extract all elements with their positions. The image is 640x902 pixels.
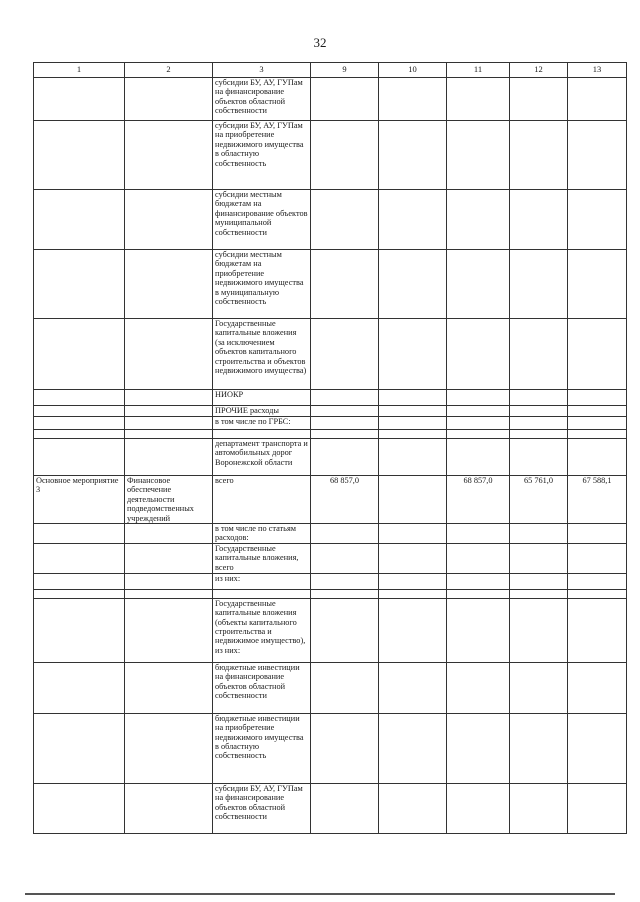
value-c10 bbox=[379, 589, 447, 598]
table-row bbox=[34, 121, 627, 190]
expense-label: субсидии БУ, АУ, ГУПам на финансирование объектов областной собственности bbox=[213, 78, 311, 121]
table-row bbox=[34, 662, 627, 713]
expense-label: Государственные капитальные вложения (за исключением объектов капитального строительства и объектов недвижимого имущества) bbox=[213, 319, 311, 390]
cell-col-1 bbox=[34, 598, 125, 662]
cell-col-1 bbox=[34, 783, 125, 833]
cell-col-2 bbox=[125, 78, 213, 121]
value-c9 bbox=[311, 598, 379, 662]
value-c11 bbox=[447, 319, 510, 390]
expense-label bbox=[213, 430, 311, 439]
value-c13 bbox=[568, 713, 627, 783]
cell-col-1 bbox=[34, 250, 125, 319]
value-c10 bbox=[379, 406, 447, 417]
value-c13 bbox=[568, 417, 627, 430]
header-col-13: 13 bbox=[568, 63, 627, 78]
cell-col-2 bbox=[125, 662, 213, 713]
expense-label: всего bbox=[213, 476, 311, 524]
value-c10 bbox=[379, 524, 447, 544]
value-c9 bbox=[311, 250, 379, 319]
cell-col-2 bbox=[125, 589, 213, 598]
value-c13 bbox=[568, 662, 627, 713]
value-c10 bbox=[379, 598, 447, 662]
cell-col-1 bbox=[34, 589, 125, 598]
table-row bbox=[34, 589, 627, 598]
value-c13 bbox=[568, 121, 627, 190]
cell-col-1 bbox=[34, 543, 125, 573]
cell-col-1 bbox=[34, 78, 125, 121]
table-row bbox=[34, 713, 627, 783]
expense-label: Государственные капитальные вложения (объекты капитального строительства и недвижимое имущество), из них: bbox=[213, 598, 311, 662]
value-c12 bbox=[510, 598, 568, 662]
cell-col-2 bbox=[125, 430, 213, 439]
value-c13: 67 588,1 bbox=[568, 476, 627, 524]
value-c13 bbox=[568, 78, 627, 121]
table-row bbox=[34, 406, 627, 417]
cell-col-2 bbox=[125, 713, 213, 783]
table-row bbox=[34, 476, 627, 524]
table-row bbox=[34, 190, 627, 250]
cell-col-2 bbox=[125, 121, 213, 190]
value-c11 bbox=[447, 589, 510, 598]
value-c12 bbox=[510, 713, 568, 783]
cell-col-1 bbox=[34, 439, 125, 476]
value-c11 bbox=[447, 250, 510, 319]
header-row bbox=[34, 63, 627, 78]
value-c9: 68 857,0 bbox=[311, 476, 379, 524]
value-c10 bbox=[379, 430, 447, 439]
expense-label: департамент транспорта и автомобильных дорог Воронежской области bbox=[213, 439, 311, 476]
expense-label: субсидии местным бюджетам на приобретение недвижимого имущества в муниципальную собственность bbox=[213, 250, 311, 319]
cell-col-1 bbox=[34, 417, 125, 430]
value-c10 bbox=[379, 439, 447, 476]
table-row bbox=[34, 390, 627, 406]
value-c13 bbox=[568, 573, 627, 589]
value-c10 bbox=[379, 121, 447, 190]
cell-col-2 bbox=[125, 417, 213, 430]
measure-description: Финансовое обеспечение деятельности подведомственных учреждений bbox=[125, 476, 213, 524]
table-row bbox=[34, 573, 627, 589]
cell-col-2 bbox=[125, 406, 213, 417]
value-c9 bbox=[311, 78, 379, 121]
value-c10 bbox=[379, 573, 447, 589]
cell-col-1 bbox=[34, 573, 125, 589]
table-row bbox=[34, 783, 627, 833]
value-c12 bbox=[510, 573, 568, 589]
cell-col-1 bbox=[34, 406, 125, 417]
value-c11 bbox=[447, 783, 510, 833]
expense-label: бюджетные инвестиции на приобретение недвижимого имущества в областную собственность bbox=[213, 713, 311, 783]
cell-col-2 bbox=[125, 439, 213, 476]
cell-col-1 bbox=[34, 713, 125, 783]
value-c11 bbox=[447, 406, 510, 417]
table-row bbox=[34, 439, 627, 476]
cell-col-1 bbox=[34, 662, 125, 713]
value-c13 bbox=[568, 783, 627, 833]
value-c11: 68 857,0 bbox=[447, 476, 510, 524]
value-c13 bbox=[568, 589, 627, 598]
value-c10 bbox=[379, 713, 447, 783]
value-c12 bbox=[510, 662, 568, 713]
header-col-1: 1 bbox=[34, 63, 125, 78]
cell-col-1 bbox=[34, 121, 125, 190]
table-row bbox=[34, 319, 627, 390]
expense-label: в том числе по статьям расходов: bbox=[213, 524, 311, 544]
value-c12 bbox=[510, 417, 568, 430]
value-c9 bbox=[311, 662, 379, 713]
value-c13 bbox=[568, 543, 627, 573]
value-c9 bbox=[311, 543, 379, 573]
page-number: 32 bbox=[313, 35, 327, 50]
expense-label: субсидии БУ, АУ, ГУПам на приобретение недвижимого имущества в областную собственность bbox=[213, 121, 311, 190]
value-c9 bbox=[311, 783, 379, 833]
value-c11 bbox=[447, 439, 510, 476]
value-c13 bbox=[568, 250, 627, 319]
expense-label: Государственные капитальные вложения, всего bbox=[213, 543, 311, 573]
measure-name: Основное мероприятие 3 bbox=[34, 476, 125, 524]
value-c13 bbox=[568, 190, 627, 250]
expense-label: из них: bbox=[213, 573, 311, 589]
value-c12: 65 761,0 bbox=[510, 476, 568, 524]
cell-col-1 bbox=[34, 430, 125, 439]
expense-label: ПРОЧИЕ расходы bbox=[213, 406, 311, 417]
value-c9 bbox=[311, 430, 379, 439]
table-row bbox=[34, 250, 627, 319]
cell-col-1 bbox=[34, 319, 125, 390]
cell-col-2 bbox=[125, 543, 213, 573]
table-row bbox=[34, 78, 627, 121]
value-c11 bbox=[447, 543, 510, 573]
cell-col-2 bbox=[125, 250, 213, 319]
value-c9 bbox=[311, 406, 379, 417]
value-c12 bbox=[510, 430, 568, 439]
value-c9 bbox=[311, 190, 379, 250]
value-c9 bbox=[311, 713, 379, 783]
value-c11 bbox=[447, 662, 510, 713]
table-row bbox=[34, 417, 627, 430]
value-c13 bbox=[568, 430, 627, 439]
cell-col-2 bbox=[125, 524, 213, 544]
table-row bbox=[34, 430, 627, 439]
value-c12 bbox=[510, 524, 568, 544]
value-c13 bbox=[568, 439, 627, 476]
header-col-2: 2 bbox=[125, 63, 213, 78]
value-c9 bbox=[311, 390, 379, 406]
value-c10 bbox=[379, 417, 447, 430]
value-c10 bbox=[379, 662, 447, 713]
value-c12 bbox=[510, 406, 568, 417]
value-c13 bbox=[568, 406, 627, 417]
value-c13 bbox=[568, 524, 627, 544]
cell-col-2 bbox=[125, 319, 213, 390]
expense-label: в том числе по ГРБС: bbox=[213, 417, 311, 430]
value-c11 bbox=[447, 417, 510, 430]
value-c9 bbox=[311, 121, 379, 190]
cell-col-1 bbox=[34, 190, 125, 250]
expense-label bbox=[213, 589, 311, 598]
value-c12 bbox=[510, 190, 568, 250]
expense-label: субсидии местным бюджетам на финансирование объектов муниципальной собственности bbox=[213, 190, 311, 250]
cell-col-2 bbox=[125, 390, 213, 406]
header-col-11: 11 bbox=[447, 63, 510, 78]
value-c10 bbox=[379, 250, 447, 319]
header-col-9: 9 bbox=[311, 63, 379, 78]
value-c12 bbox=[510, 543, 568, 573]
cell-col-2 bbox=[125, 573, 213, 589]
value-c9 bbox=[311, 417, 379, 430]
value-c11 bbox=[447, 573, 510, 589]
budget-table bbox=[33, 62, 627, 834]
value-c11 bbox=[447, 713, 510, 783]
expense-label: бюджетные инвестиции на финансирование объектов областной собственности bbox=[213, 662, 311, 713]
value-c10 bbox=[379, 543, 447, 573]
value-c9 bbox=[311, 524, 379, 544]
value-c12 bbox=[510, 121, 568, 190]
value-c9 bbox=[311, 573, 379, 589]
value-c11 bbox=[447, 121, 510, 190]
value-c12 bbox=[510, 439, 568, 476]
value-c11 bbox=[447, 78, 510, 121]
value-c10 bbox=[379, 190, 447, 250]
value-c11 bbox=[447, 598, 510, 662]
value-c12 bbox=[510, 390, 568, 406]
value-c9 bbox=[311, 589, 379, 598]
value-c11 bbox=[447, 390, 510, 406]
value-c10 bbox=[379, 783, 447, 833]
cell-col-2 bbox=[125, 598, 213, 662]
value-c12 bbox=[510, 250, 568, 319]
value-c10 bbox=[379, 476, 447, 524]
value-c13 bbox=[568, 319, 627, 390]
value-c11 bbox=[447, 430, 510, 439]
value-c11 bbox=[447, 190, 510, 250]
value-c11 bbox=[447, 524, 510, 544]
header-col-10: 10 bbox=[379, 63, 447, 78]
value-c10 bbox=[379, 78, 447, 121]
value-c9 bbox=[311, 319, 379, 390]
expense-label: НИОКР bbox=[213, 390, 311, 406]
table-row bbox=[34, 524, 627, 544]
value-c12 bbox=[510, 783, 568, 833]
value-c12 bbox=[510, 319, 568, 390]
cell-col-2 bbox=[125, 190, 213, 250]
value-c10 bbox=[379, 319, 447, 390]
cell-col-2 bbox=[125, 783, 213, 833]
header-col-3: 3 bbox=[213, 63, 311, 78]
header-col-12: 12 bbox=[510, 63, 568, 78]
cell-col-1 bbox=[34, 390, 125, 406]
value-c13 bbox=[568, 390, 627, 406]
table-row bbox=[34, 598, 627, 662]
value-c13 bbox=[568, 598, 627, 662]
value-c9 bbox=[311, 439, 379, 476]
value-c10 bbox=[379, 390, 447, 406]
page-bottom-rule bbox=[25, 893, 615, 895]
cell-col-1 bbox=[34, 524, 125, 544]
table-row bbox=[34, 543, 627, 573]
value-c12 bbox=[510, 78, 568, 121]
expense-label: субсидии БУ, АУ, ГУПам на финансирование объектов областной собственности bbox=[213, 783, 311, 833]
value-c12 bbox=[510, 589, 568, 598]
